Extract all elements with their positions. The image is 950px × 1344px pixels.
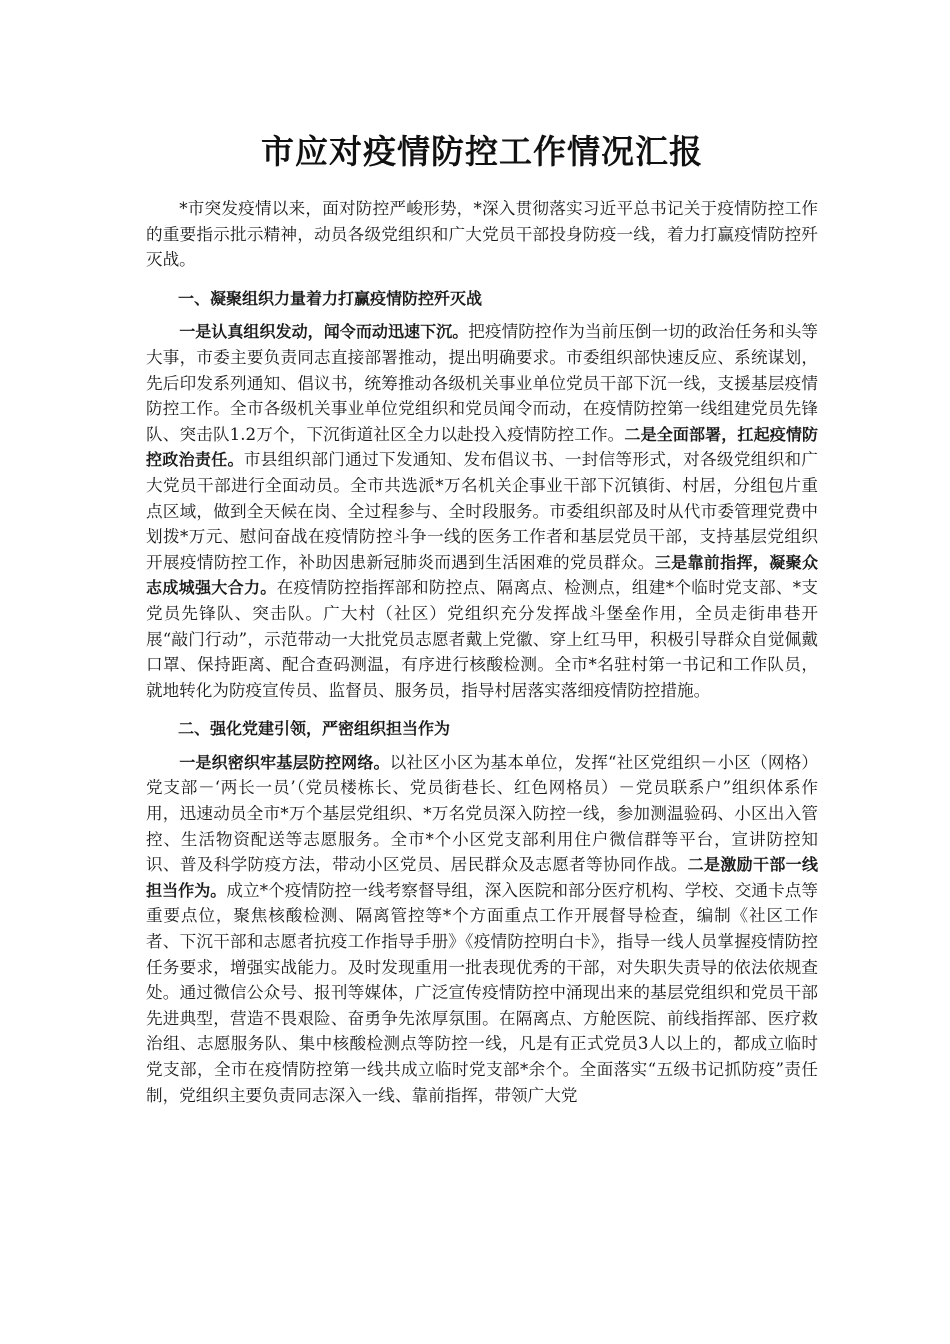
section-2-lead-1: 一是织密织牢基层防控网络。 <box>179 752 390 772</box>
section-1-heading: 一、凝聚组织力量着力打赢疫情防控歼灭战 <box>178 288 483 308</box>
intro-paragraph: *市突发疫情以来，面对防控严峻形势，*深入贯彻落实习近平总书记关于疫情防控工作的重要指示批示精神，动员各级党组织和广大党员干部投身防疫一线，着力打赢疫情防控歼灭战。 <box>146 199 818 270</box>
section-2-lead-2: 二是激励干部一线担当作为。 <box>146 855 818 900</box>
section-1-text-2: 市县组织部门通过下发通知、发布倡议书、一封信等形式，对各级党组织和广大党员干部进行全面动员。全市共选派*万名机关企事业干部下沉镇街、村居，分组包片重点区域，做到全天候在岗、全过程参与、全时段服务。市委组织部及时从代市委管理党费中划拨*万元、慰问奋战在疫情防控斗争一线的医务工作者和基层党员干部，支持基层党组织开展疫情防控工作，补助因患新冠肺炎而遇到生活困难的党员群众。 <box>146 450 818 572</box>
section-2-paragraph <box>146 750 818 1108</box>
section-1-paragraph <box>146 319 818 703</box>
section-1-lead-1: 一是认真组织发动，闻令而动迅速下沉。 <box>179 322 469 342</box>
section-2-heading: 二、强化党建引领，严密组织担当作为 <box>178 719 451 739</box>
section-1-text-1: 把疫情防控作为当前压倒一切的政治任务和头等大事，市委主要负责同志直接部署推动，提出明确要求。市委组织部快速反应、系统谋划，先后印发系列通知、倡议书，统筹推动各级机关事业单位党员干部下沉一线，支援基层疫情防控工作。全市各级机关事业单位党组织和党员闻令而动，在疫情防控第一线组建党员先锋队、突击队1.2万个，下沉街道社区全力以赴投入疫情防控工作。 <box>146 322 818 444</box>
document-page <box>146 128 818 1108</box>
section-2-text-2: 成立*个疫情防控一线考察督导组，深入医院和部分医疗机构、学校、交通卡点等重要点位，聚焦核酸检测、隔离管控等*个方面重点工作开展督导检查，编制《社区工作者、下沉干部和志愿者抗疫工作指导手册》《疫情防控明白卡》，指导一线人员掌握疫情防控任务要求，增强实战能力。及时发现重用一批表现优秀的干部，对失职失责导的依法依规查处。通过微信公众号、报刊等媒体，广泛宣传疫情防控中涌现出来的基层党组织和党员干部先进典型，营造不畏艰险、奋勇争先浓厚氛围。在隔离点、方舱医院、前线指挥部、医疗救治组、志愿服务队、集中核酸检测点等防控一线，凡是有正式党员3人以上的，都成立临时党支部，全市在疫情防控第一线共成立临时党支部*余个。全面落实“五级书记抓防疫”责任制，党组织主要负责同志深入一线、靠前指挥，带领广大党 <box>146 880 818 1105</box>
section-1-lead-3: 三是靠前指挥，凝聚众志成城强大合力。 <box>146 552 818 598</box>
section-1-lead-2: 二是全面部署，扛起疫情防控政治责任。 <box>146 424 818 470</box>
document-title: 市应对疫情防控工作情况汇报 <box>261 132 703 171</box>
section-2-text-1: 以社区小区为基本单位，发挥“社区党组织－小区（网格）党支部－‘两长一员’（党员楼栋长、党员街巷长、红色网格员）－党员联系户”组织体系作用，迅速动员全市*万个基层党组织、*万名党员深入防控一线，参加测温验码、小区出入管控、生活物资配送等志愿服务。全市*个小区党支部利用住户微信群等平台，宣讲防控知识、普及科学防疫方法，带动小区党员、居民群众及志愿者等协同作战。 <box>146 752 818 875</box>
section-1-text-3: 在疫情防控指挥部和防控点、隔离点、检测点，组建*个临时党支部、*支党员先锋队、突击队。广大村（社区）党组织充分发挥战斗堡垒作用，全员走街串巷开展“敲门行动”，示范带动一大批党员志愿者戴上党徽、穿上红马甲，积极引导群众自觉佩戴口罩、保持距离、配合查码测温，有序进行核酸检测。全市*名驻村第一书记和工作队员，就地转化为防疫宣传员、监督员、服务员，指导村居落实落细疫情防控措施。 <box>146 578 818 700</box>
